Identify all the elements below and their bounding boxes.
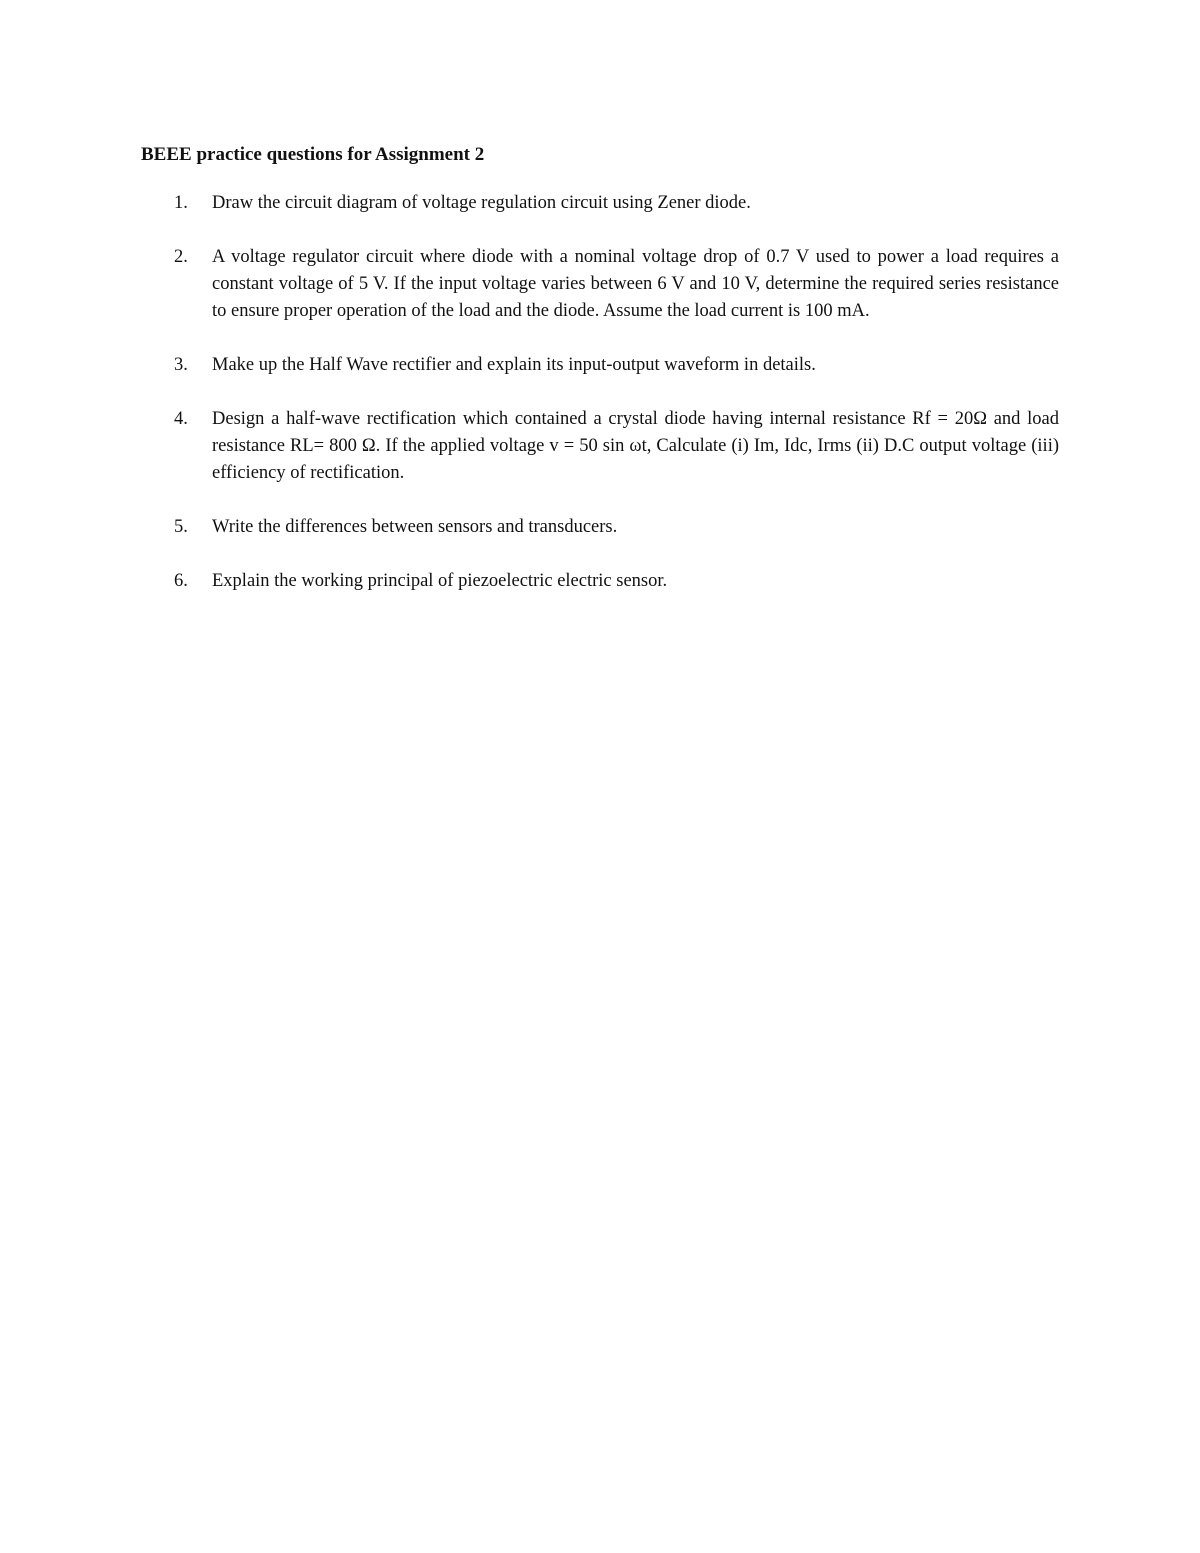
question-number: 4. (174, 409, 188, 429)
document-title: BEEE practice questions for Assignment 2 (141, 144, 485, 165)
question-text: Make up the Half Wave rectifier and explain its input-output waveform in details. (212, 355, 816, 375)
question-number: 3. (174, 355, 188, 375)
question-item (141, 568, 1059, 595)
question-text: Design a half-wave rectification which contained a crystal diode having internal resistance Rf = 20Ω and load resistance RL= 800 Ω. If the applied voltage v = 50 sin ωt, Calculate (i) Im, Idc, Irms (ii) D.C output voltage (iii) efficiency of rectification. (212, 409, 1059, 483)
question-item (141, 514, 1059, 541)
question-number: 1. (174, 193, 188, 213)
question-text: Draw the circuit diagram of voltage regulation circuit using Zener diode. (212, 193, 751, 213)
question-number: 2. (174, 247, 188, 267)
question-item (141, 352, 1059, 379)
question-text: Write the differences between sensors and transducers. (212, 517, 618, 537)
question-number: 6. (174, 571, 188, 591)
question-item (141, 190, 1059, 217)
question-list (141, 190, 1059, 595)
question-item (141, 244, 1059, 325)
question-text: Explain the working principal of piezoelectric electric sensor. (212, 571, 668, 591)
question-number: 5. (174, 517, 188, 537)
question-text: A voltage regulator circuit where diode with a nominal voltage drop of 0.7 V used to power a load requires a constant voltage of 5 V. If the input voltage varies between 6 V and 10 V, determine the required series resistance to ensure proper operation of the load and the diode. Assume the load current is 100 mA. (212, 247, 1059, 321)
question-item (141, 406, 1059, 487)
document-content (141, 142, 1059, 622)
